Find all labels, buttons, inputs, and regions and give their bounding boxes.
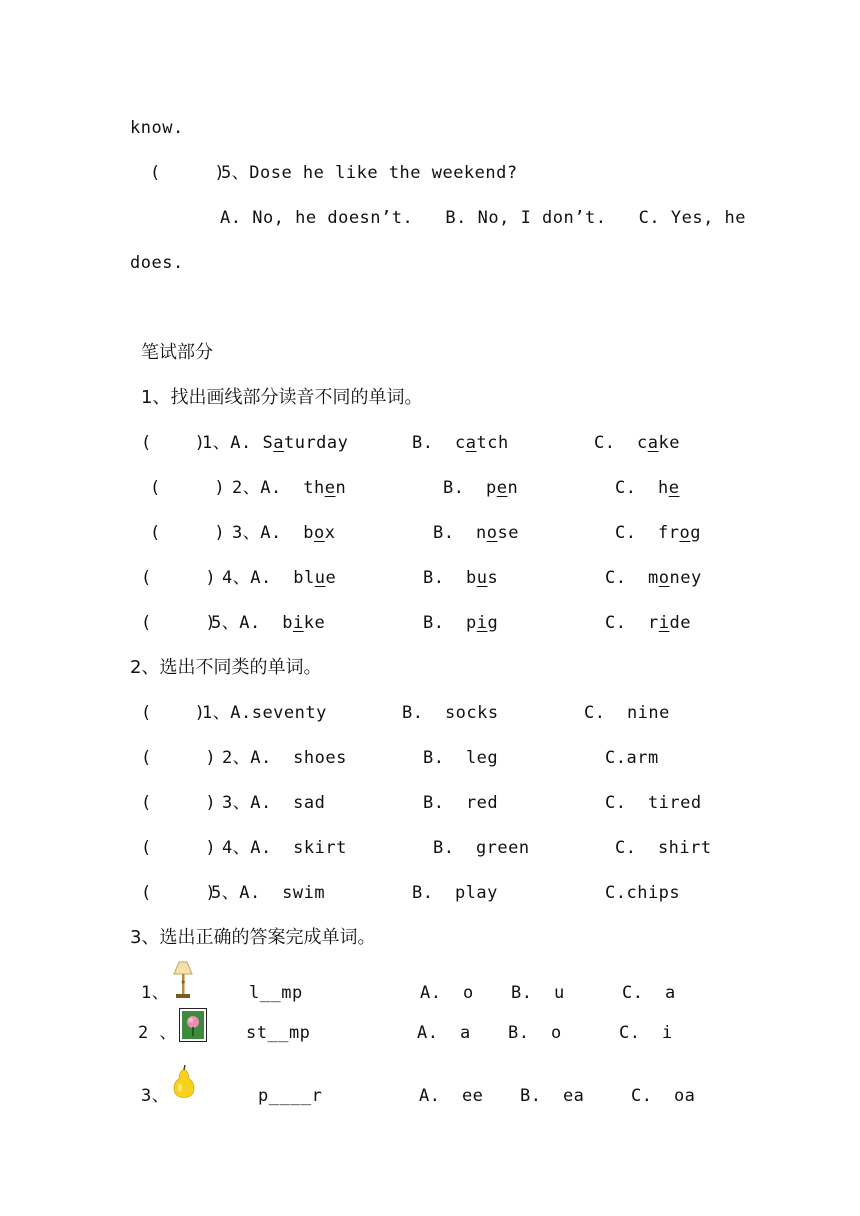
- word-to-complete: st__mp: [246, 1023, 311, 1043]
- item-number: 1、A. Saturday: [202, 433, 349, 453]
- option-b: B. ea: [520, 1086, 585, 1106]
- answer-bracket[interactable]: ( ): [141, 748, 217, 768]
- item-number: 4、A. blue: [222, 568, 337, 588]
- answer-bracket[interactable]: ( ): [141, 613, 217, 633]
- option-b: B. red: [423, 793, 499, 813]
- item-number: 1、: [141, 983, 170, 1003]
- option-a: 5、A. swim: [211, 883, 326, 903]
- wrapped-line-does: does.: [130, 253, 184, 273]
- stamp-icon: [179, 1008, 207, 1042]
- option-c: C. he: [615, 478, 680, 498]
- item-number: 2、A. then: [232, 478, 347, 498]
- answer-bracket[interactable]: ( ): [141, 568, 217, 588]
- option-b: B. play: [412, 883, 498, 903]
- answer-bracket[interactable]: ( ): [141, 883, 217, 903]
- answer-bracket[interactable]: ( ): [141, 433, 206, 453]
- option-c: C.arm: [605, 748, 659, 768]
- section-3-title: 3、选出正确的答案完成单词。: [130, 927, 376, 948]
- option-a: 4、A. skirt: [222, 838, 347, 858]
- section-1-title: 1、找出画线部分读音不同的单词。: [141, 387, 423, 408]
- option-c: C. tired: [605, 793, 702, 813]
- option-a: 1、A.seventy: [202, 703, 327, 723]
- option-c: C. money: [605, 568, 702, 588]
- answer-bracket[interactable]: ( ): [141, 703, 206, 723]
- question-5-text: 5、Dose he like the weekend?: [221, 163, 518, 183]
- option-a: A. ee: [419, 1086, 484, 1106]
- option-c: C. i: [619, 1023, 673, 1043]
- option-c: C.chips: [605, 883, 681, 903]
- answer-bracket[interactable]: ( ): [141, 793, 217, 813]
- lamp-icon: [168, 960, 198, 1000]
- option-c: C. ride: [605, 613, 691, 633]
- option-b: B. leg: [423, 748, 499, 768]
- option-b: B. bus: [423, 568, 499, 588]
- item-number: 2 、: [138, 1023, 177, 1043]
- option-b: B. o: [508, 1023, 562, 1043]
- item-number: 5、A. bike: [211, 613, 326, 633]
- option-b: B. pig: [423, 613, 499, 633]
- option-a: A. a: [417, 1023, 471, 1043]
- item-number: 3、A. box: [232, 523, 336, 543]
- wrapped-line-know: know.: [130, 118, 184, 138]
- option-b: B. catch: [412, 433, 509, 453]
- answer-bracket[interactable]: ( ): [150, 163, 226, 183]
- option-c: C. cake: [594, 433, 680, 453]
- option-c: C. nine: [584, 703, 670, 723]
- word-to-complete: p____r: [258, 1086, 323, 1106]
- word-to-complete: l__mp: [249, 983, 303, 1003]
- answer-bracket[interactable]: ( ): [150, 478, 226, 498]
- answer-bracket[interactable]: ( ): [141, 838, 217, 858]
- section-2-title: 2、选出不同类的单词。: [130, 657, 322, 678]
- question-5-options: A. No, he doesn’t. B. No, I don’t. C. Yes, he: [220, 208, 747, 228]
- pear-icon: [170, 1064, 198, 1100]
- option-b: B. pen: [443, 478, 519, 498]
- option-b: B. green: [433, 838, 530, 858]
- option-a: A. o: [420, 983, 474, 1003]
- option-c: C. oa: [631, 1086, 696, 1106]
- option-c: C. frog: [615, 523, 701, 543]
- option-a: 2、A. shoes: [222, 748, 347, 768]
- option-b: B. socks: [402, 703, 499, 723]
- option-c: C. shirt: [615, 838, 712, 858]
- option-a: 3、A. sad: [222, 793, 326, 813]
- item-number: 3、: [141, 1086, 170, 1106]
- option-b: B. nose: [433, 523, 519, 543]
- option-c: C. a: [622, 983, 676, 1003]
- option-b: B. u: [511, 983, 565, 1003]
- written-part-heading: 笔试部分: [141, 342, 213, 363]
- answer-bracket[interactable]: ( ): [150, 523, 226, 543]
